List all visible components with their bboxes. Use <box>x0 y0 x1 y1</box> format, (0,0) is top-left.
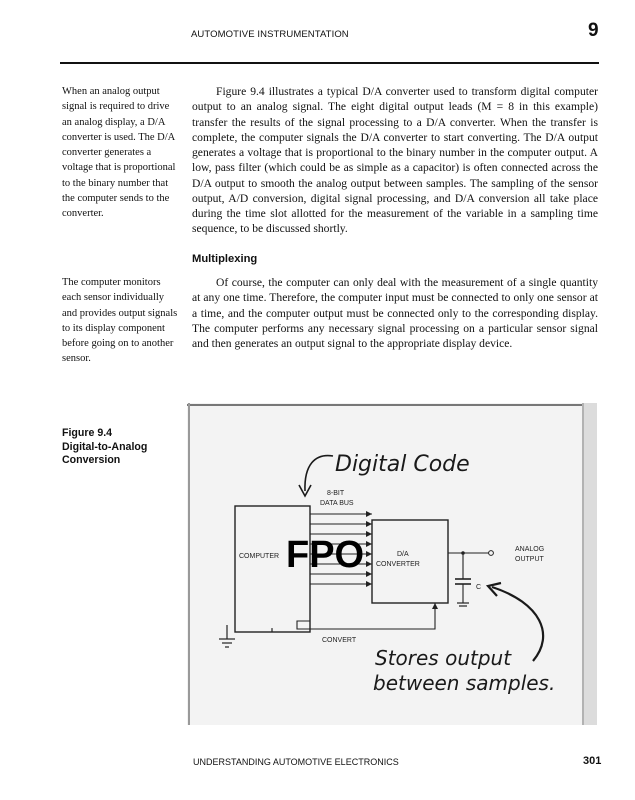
body-paragraph-1-text: Figure 9.4 illustrates a typical D/A converter used to transform digital computer output to an analog signal. The eight digital output leads (M = 8 in this example) transfer the results of the signal processing to a D/A converter. When the transfer is complete, the computer signals the D/A converter to start converting. The D/A output generates a voltage that is proportional to the binary number in the computer output. A low, pass filter (which could be as simple as a capacitor) is often connected across the D/A output to smooth the analog output between samples. The sampling of the sensor output, A/D conversion, digital signal processing, and D/A conversion all take place during the time slot allotted for the measurement of the variable in a sampling time sequence, to be discussed shortly. <box>192 85 598 236</box>
footer-page-number: 301 <box>583 755 602 767</box>
note-line-2: between samples. <box>373 671 556 695</box>
dac-label-line-2: CONVERTER <box>376 561 420 568</box>
body-paragraph-2 <box>192 275 598 351</box>
analog-output-label-line-1: ANALOG <box>515 546 545 553</box>
header-rule <box>60 62 599 64</box>
body-paragraph-1 <box>192 84 598 237</box>
scan-shadow-right <box>582 403 597 725</box>
note-line-1: Stores output <box>375 646 512 670</box>
digital-code-title: Digital Code <box>335 452 470 477</box>
figure-label <box>62 427 147 468</box>
capacitor-label: C <box>476 584 482 591</box>
computer-label: COMPUTER <box>239 553 280 560</box>
dac-diagram-svg <box>187 403 597 725</box>
convert-label: CONVERT <box>322 637 357 644</box>
dac-label-line-1: D/A <box>397 551 409 558</box>
chapter-number: 9 <box>588 20 599 41</box>
margin-note-computer-monitors: The computer monitors each sensor individually and provides output signals to its display component before going on to another sensor. <box>62 277 178 365</box>
figure-title-line-2: Conversion <box>62 454 121 466</box>
margin-note-analog-output: When an analog output signal is required to drive an analog display, a D/A converter is used. The D/A converter generates a voltage that is proportional to the binary number that the computer sends to the converter. <box>62 86 176 220</box>
bus-label-line-1: 8-BIT <box>327 490 345 497</box>
footer-book-title: UNDERSTANDING AUTOMOTIVE ELECTRONICS <box>193 757 399 767</box>
figure-title-line-1: Digital-to-Analog <box>62 440 148 453</box>
figure-number: Figure 9.4 <box>62 427 113 439</box>
section-heading-multiplexing: Multiplexing <box>192 253 258 265</box>
running-header-title: AUTOMOTIVE INSTRUMENTATION <box>191 29 349 40</box>
analog-output-label-line-2: OUTPUT <box>515 556 544 563</box>
fpo-stamp: FPO <box>286 534 365 576</box>
figure-dac-diagram <box>187 403 597 725</box>
bus-label-line-2: DATA BUS <box>320 500 354 507</box>
body-paragraph-2-text: Of course, the computer can only deal with the measurement of a single quantity at any one time. Therefore, the computer input must be connected to only one sensor at a time, and the computer output must be connected only to the corresponding display. The computer performs any necessary signal processing on a particular sensor signal and then generates an output signal to the appropriate display device. <box>192 276 598 350</box>
